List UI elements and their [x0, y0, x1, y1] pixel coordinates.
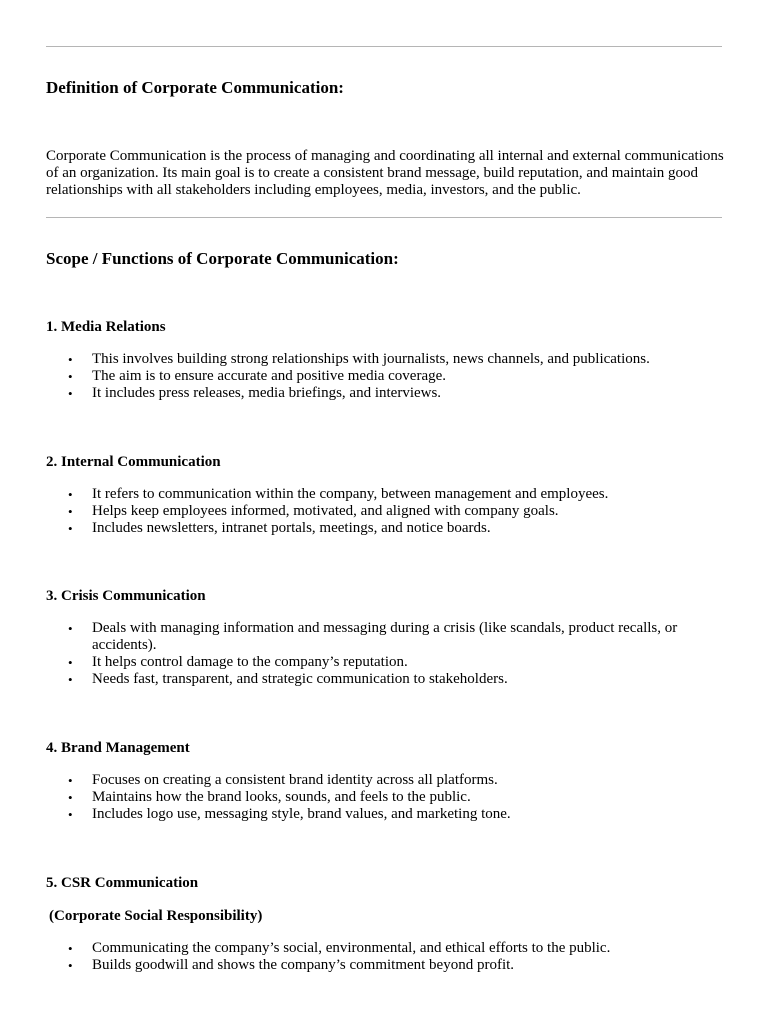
horizontal-divider — [46, 217, 722, 218]
list-item: • Includes newsletters, intranet portals, meetings, and notice boards. — [92, 520, 712, 537]
section-crisis-communication — [46, 587, 722, 688]
list-item: • The aim is to ensure accurate and positive media coverage. — [92, 368, 712, 385]
list-item: • It helps control damage to the company’s reputation. — [92, 654, 712, 671]
list-item: • Maintains how the brand looks, sounds, and feels to the public. — [92, 789, 712, 806]
scope-heading: Scope / Functions of Corporate Communication: — [46, 249, 399, 268]
list-item: • Helps keep employees informed, motivated, and aligned with company goals. — [92, 503, 712, 520]
list-item: • It includes press releases, media briefings, and interviews. — [92, 385, 712, 402]
list-item: • This involves building strong relationships with journalists, news channels, and publications. — [92, 351, 712, 368]
bullet-list — [46, 772, 722, 823]
list-item: • Includes logo use, messaging style, brand values, and marketing tone. — [92, 806, 712, 823]
bullet-list — [46, 620, 722, 688]
section-title: 5. CSR Communication — [46, 875, 199, 891]
list-item: • Builds goodwill and shows the company’s commitment beyond profit. — [92, 957, 712, 974]
bullet-list — [46, 940, 722, 974]
list-item: • Needs fast, transparent, and strategic communication to stakeholders. — [92, 671, 712, 688]
bullet-list — [46, 351, 722, 402]
section-subtitle: (Corporate Social Responsibility) — [49, 908, 263, 924]
section-media-relations — [46, 318, 722, 402]
section-csr-communication — [46, 874, 722, 974]
definition-heading: Definition of Corporate Communication: — [46, 78, 344, 97]
definition-paragraph: Corporate Communication is the process of managing and coordinating all internal and external communications of an organization. Its main goal is to create a consistent brand message, build reputation, and maintain good relationships with all stakeholders including employees, media, investors, and the public. — [46, 148, 724, 198]
list-item: • It refers to communication within the company, between management and employees. — [92, 486, 712, 503]
horizontal-divider — [46, 46, 722, 47]
section-title: 4. Brand Management — [46, 740, 190, 756]
section-internal-communication — [46, 453, 722, 537]
list-item: • Deals with managing information and messaging during a crisis (like scandals, product recalls, or accidents). — [92, 620, 712, 654]
section-title: 2. Internal Communication — [46, 454, 221, 470]
bullet-list — [46, 486, 722, 537]
list-item: • Communicating the company’s social, environmental, and ethical efforts to the public. — [92, 940, 712, 957]
section-title: 3. Crisis Communication — [46, 588, 206, 604]
section-brand-management — [46, 739, 722, 823]
list-item: • Focuses on creating a consistent brand identity across all platforms. — [92, 772, 712, 789]
section-title: 1. Media Relations — [46, 319, 166, 335]
